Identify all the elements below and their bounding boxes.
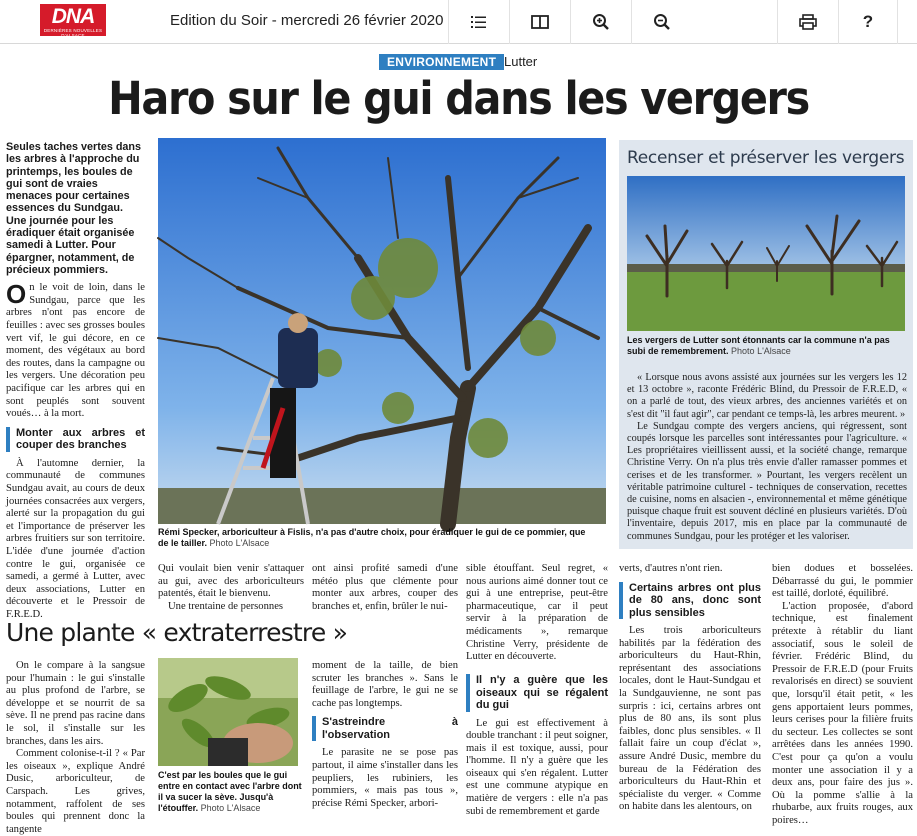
list-button[interactable] <box>448 0 508 44</box>
column-5 <box>619 563 761 814</box>
col1b-paragraph-2: Comment colonise-t-il ? « Par les oiseaux », explique André Dusic, arboriculteur, de Carspach. Les grives, notamment, raffolent de ses boules qui prennent donc la tangente <box>6 748 145 835</box>
zoom-out-icon <box>653 13 671 31</box>
main-photo-caption-text: Rémi Specker, arboriculteur à Fislis, n'a pas d'autre choix, pour éradiquer le gui de ce pommier, que de le tailler. <box>158 527 586 548</box>
col6-paragraph-2: L'action proposée, d'abord technique, est finalement prétexte à rétablir du liant associatif, sous le soleil de février. Frédéric Blind, du Pressoir de F.R.E.D (pour Fruits revalorisés en direct) se souvient que, lorsqu'il était petit, « les gens apportaient leurs pommes, leurs cerises pour la filière fruits du secteur. Les collectes se sont arrêtées dans les années 1990. C'est pour ça qu'on a voulu monter une association il y a deux ans, pour faire des jus ». Où la pomme s'allie à la rhubarbe, aux fruits rouges, aux poires… <box>772 600 913 826</box>
column-4-bottom <box>466 668 608 818</box>
column-2-top <box>158 563 304 613</box>
mistletoe-photo-image <box>158 658 298 766</box>
section-place: Lutter <box>504 54 538 69</box>
sidebar-title: Recenser et préserver les vergers <box>627 148 905 168</box>
main-photo[interactable] <box>158 138 606 524</box>
orchard-photo-credit: Photo L'Alsace <box>731 346 791 356</box>
col3-paragraph-d: Le parasite ne se pose pas partout, il aime s'installer dans les peupliers, les rubiniers, les pommiers, « mais pas tous », précise Rémi Specker, arbori- <box>312 747 458 809</box>
article-headline: Haro sur le gui dans les vergers <box>108 72 809 125</box>
sidebar-paragraph-1: « Lorsque nous avons assisté aux journées sur les vergers les 12 et 13 octobre », raconte Frédéric Blind, du Pressoir de F.R.E.D, « on a parlé de tout, des vieux arbres, des anciennes variétés et on s'est dit "il faut agir", car pendant ce temps-là, les arbres meurent. » <box>627 372 907 420</box>
mistletoe-photo-credit: Photo L'Alsace <box>200 803 261 813</box>
top-toolbar <box>0 0 917 44</box>
column-3-top <box>312 563 458 613</box>
column-1 <box>6 141 145 622</box>
col2-paragraph-a2: Une trentaine de personnes <box>168 600 284 612</box>
column-4-top <box>466 563 608 664</box>
col1-paragraph: À l'automne dernier, la communauté de communes Sundgau avait, au cours de deux journées consacrées aux vergers, alerté sur la propagation du gui et l'importance de préserver les arbres fruitiers sur son territoire. L'idée d'une journée d'action contre le gui, organisée ce samedi, a germé à Lutter, avec deux associations, Lutter en découverte et le Pressoir de F.R.E.D. <box>6 457 145 620</box>
intro-paragraph <box>6 279 145 421</box>
sidebar-text <box>627 372 907 543</box>
pruning-photo-image <box>158 138 606 524</box>
main-photo-credit: Photo L'Alsace <box>209 538 270 548</box>
col5-paragraph: Les trois arboriculteurs habilités par la fédération des arboriculteurs du Haut-Rhin, représentant des associations locales, dont le Haut-Sundgau et la Sundgauvienne, ne sont pas surpris : ici, certains arbres ont plus de 80 ans, ils sont plus faibles, donc plus sensibles. « Il fallait faire un coup d'éclat », assure André Dusic, membre du bureau de la Fédération des arboriculteurs du Haut-Rhin et spécialiste du verger. « Comme on habite dans les alentours, on <box>619 625 761 813</box>
dna-logo[interactable] <box>40 4 106 36</box>
logo-subtext: DERNIÈRES NOUVELLES D'ALSACE <box>43 28 103 38</box>
list-icon <box>471 15 487 29</box>
orchard-caption-text: Les vergers de Lutter sont étonnants car la commune n'a pas subi de remembrement. <box>627 335 890 356</box>
col2-paragraph-a: Qui voulait bien venir s'attaquer au gui, avec des arboriculteurs patentés, était le bienvenu. <box>158 563 304 600</box>
col3-paragraph-top: ont ainsi profité samedi d'une météo plus que clémente pour monter aux arbres, couper des branches et, enfin, brûler le nui- <box>312 563 458 612</box>
print-icon <box>799 14 817 30</box>
column-1-bottom <box>6 660 145 836</box>
col1b-paragraph: On le compare à la sangsue pour l'humain : le gui s'installe au plus profond de l'arbre, se développe et se nourrit de sa sève. Il ne prend pas racine dans le sol, il s'installe sur les branches, dans les airs. <box>6 660 145 747</box>
column-6 <box>772 563 913 827</box>
sidebar-paragraph-2: Le Sundgau compte des vergers anciens, qui régressent, sont coupés lorsque les parcelles sont intéressantes pour l'agriculture. « Les propriétaires vieillissent aussi, et la société change, remarque Christine Verry. On n'a plus très envie d'aller ramasser pommes et cerises et de les transformer. » Pourtant, les vergers recèlent un véritable patrimoine culturel - techniques de conservation, recettes de cuisine, noms en alsacien -, environnemental et même génétique puisque chaque fruit est souvent décliné en plusieurs variétés. D'où l'inventaire, depuis 2017, mis en place par la communauté de communes Sundgau, pour les protéger et les valoriser. <box>627 420 907 542</box>
article-lede: Seules taches vertes dans les arbres à l'approche du printemps, les boules de gui sont de vraies menaces pour certaines essences du Sundgau. Une journée pour les éradiquer était organisée samedi à Lutter. Pour épargner, notamment, de précieux pommiers. <box>6 141 142 276</box>
drop-cap: O <box>6 279 27 310</box>
subhead-monter: Monter aux arbres et couper des branches <box>6 427 145 452</box>
logo-text: DNA <box>51 5 95 28</box>
book-icon <box>531 15 549 29</box>
column-3-bottom <box>312 660 458 810</box>
zoom-out-button[interactable] <box>631 0 691 44</box>
pages-view-button[interactable] <box>509 0 569 44</box>
mistletoe-caption-text: C'est par les boules que le gui entre en contact avec l'arbre dont il va sucer la sève. Jusqu'à l'étouffer. <box>158 770 302 813</box>
help-button[interactable] <box>838 0 898 44</box>
col5-paragraph-top: verts, d'autres n'ont rien. <box>619 563 723 574</box>
zoom-in-icon <box>592 13 610 31</box>
main-photo-caption <box>158 527 598 549</box>
col4-paragraph-top: sible étouffant. Seul regret, « nous aurions aimé donner tout ce gui à une entreprise, peut-être pharmaceutique, car il peut servir à la préparation de médicaments », remarque Christine Verry, présidente de Lutter en découverte. <box>466 563 608 663</box>
orchard-photo[interactable] <box>627 176 905 331</box>
mistletoe-photo[interactable] <box>158 658 298 766</box>
mistletoe-photo-caption <box>158 770 304 814</box>
subhead-oiseaux: Il n'y a guère que les oiseaux qui se régalent du gui <box>466 674 608 712</box>
col6-paragraph: bien dodues et bosselées. Débarrassé du gui, le pommier est taillé, dorloté, équilibré. <box>772 563 913 600</box>
subtitle-plante: Une plante « extraterrestre » <box>6 618 348 647</box>
col3-paragraph-c: moment de la taille, de bien scruter les branches ». Sans le feuillage de l'arbre, le gui ne se cache pas longtemps. <box>312 660 458 709</box>
subhead-astreindre: S'astreindre à l'observation <box>312 716 458 741</box>
edition-date: Edition du Soir - mercredi 26 février 2020 <box>170 12 444 29</box>
intro-text: n le voit de loin, dans le Sundgau, parce que les arbres n'ont pas encore de feuilles : avec ses grosses boules vert vif, le gui décore, en ce moment, des végétaux au bord des routes, dans la campagne ou les vergers. Une décoration peu pacifique car les arbres qui en sont peuplés sont souvent voués… à la mort. <box>6 282 145 420</box>
help-icon: ? <box>862 12 874 31</box>
orchard-photo-image <box>627 176 905 331</box>
section-tag[interactable]: ENVIRONNEMENT <box>379 54 504 70</box>
zoom-in-button[interactable] <box>570 0 630 44</box>
orchard-photo-caption <box>627 335 907 357</box>
subhead-arbres: Certains arbres ont plus de 80 ans, donc sont plus sensibles <box>619 582 761 620</box>
col4-paragraph: Le gui est effectivement à double tranchant : il peut soigner, mais il est toxique, aussi, pour l'homme. Il n'y a guère que les oiseaux qui s'en régalent. Lutter est une commune atypique en matière de vergers : elle n'a pas subi de remembrement et garde <box>466 717 608 817</box>
print-button[interactable] <box>777 0 837 44</box>
